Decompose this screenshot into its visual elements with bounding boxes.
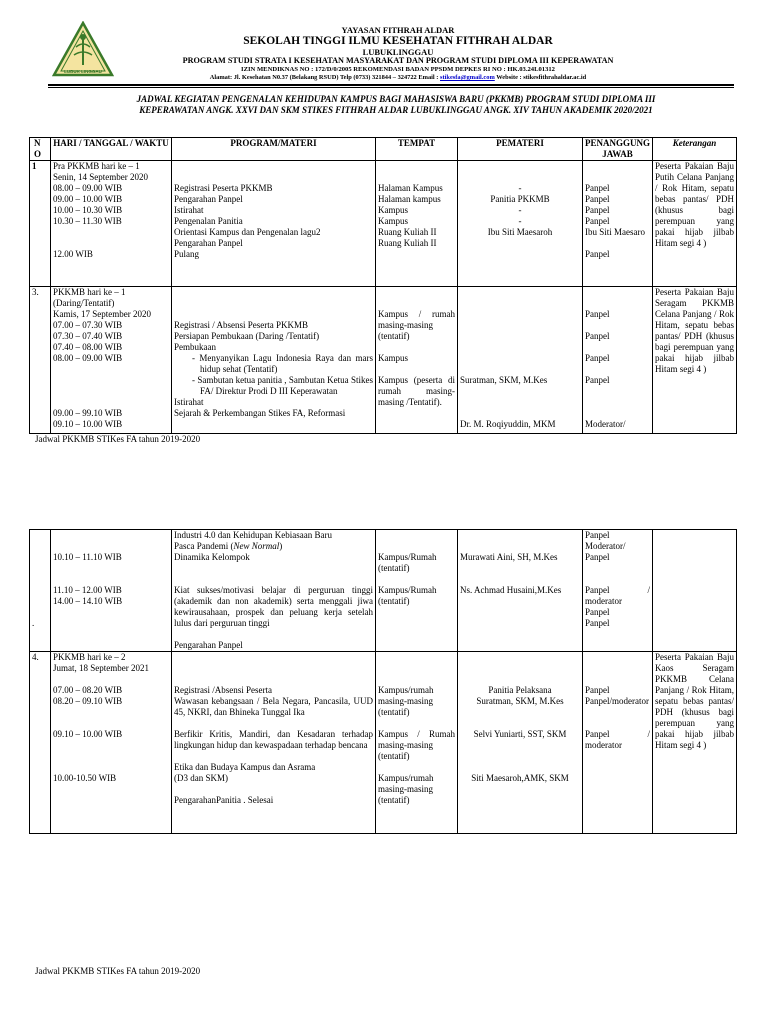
program-emphasis: New Normal — [233, 541, 280, 551]
day1-date: Senin, 14 September 2020 — [53, 172, 148, 182]
pic-item: Panpel — [585, 183, 610, 193]
table-header-row — [30, 138, 737, 161]
pic-item: Ibu Siti Maesaro — [585, 227, 645, 237]
bullet-text: Sambutan ketua panitia , Sambutan Ketua Stikes FA/ Direktur Prodi D III Keperawatan — [197, 375, 373, 396]
program-item: Dinamika Kelompok — [174, 552, 250, 562]
day3-speaker-cell — [458, 287, 583, 434]
stray-dot: . — [32, 618, 35, 628]
day4-dress-code: Peserta Pakaian Baju Kaos Seragam PKKMB Celana Panjang / Rok Hitam, sepatu bebas pantas/ PDH (khusus bagi perempuan yang pakai hijab jilbab Hitam segi 4 ) — [653, 652, 737, 834]
program-item — [174, 541, 373, 552]
program-item: (D3 dan SKM) — [174, 773, 228, 783]
cont-place-cell — [376, 530, 458, 652]
pic-item: Panpel — [585, 309, 610, 319]
pic-item: Panpel — [585, 607, 610, 617]
program-item: Kiat sukses/motivasi belajar di perguruan tinggi (akademik dan non akademik) serta menggali jiwa kewirausahaan, prospek dan peluang kerja setelah lulus dari perguruan tinggi — [174, 585, 373, 628]
day3-title: PKKMB hari ke – 1 — [53, 287, 126, 297]
time-slot: 12.00 WIB — [53, 249, 93, 259]
time-slot: 10.10 – 11.10 WIB — [53, 552, 122, 562]
program-item: Etika dan Budaya Kampus dan Asrama — [174, 762, 316, 772]
col-notes-header: Keterangan — [653, 138, 737, 161]
program-item: Pengenalan Panitia — [174, 216, 243, 226]
school-name: SEKOLAH TINGGI ILMU KESEHATAN FITHRAH ALDAR — [243, 35, 553, 47]
col-day-header: HARI / TANGGAL / WAKTU — [51, 138, 172, 161]
time-slot: 07.00 – 08.20 WIB — [53, 685, 123, 695]
study-programs: PROGRAM STUDI STRATA I KESEHATAN MASYARAKAT DAN PROGRAM STUDI DIPLOMA III KEPERAWATAN — [182, 56, 614, 65]
foundation-name: YAYASAN FITHRAH ALDAR — [341, 25, 455, 35]
time-slot: 09.10 – 10.00 WIB — [53, 729, 123, 739]
program-item: Pengarahan Panpel — [174, 640, 243, 650]
day3-time-cell — [51, 287, 172, 434]
day4-program-cell — [172, 652, 376, 834]
time-slot: 10.00-10.50 WIB — [53, 773, 117, 783]
day4-speaker-cell — [458, 652, 583, 834]
day3-place-cell — [376, 287, 458, 434]
program-item: Pengarahan Panpel — [174, 238, 243, 248]
day4-pic-cell — [583, 652, 653, 834]
place-item: Kampus/rumah masing-masing (tentatif) — [378, 773, 434, 805]
time-slot: 07.00 – 07.30 WIB — [53, 320, 123, 330]
pic-item: Moderator/ — [585, 419, 626, 429]
row-number: 1 — [30, 161, 51, 287]
place-item: Kampus — [378, 216, 408, 226]
day1-dress-code: Peserta Pakaian Baju Putih Celana Panjang / Rok Hitam, sepatu bebas pantas/ PDH (khusus bagi perempuan yang pakai hijab jilbab Hitam segi 4 ) — [653, 161, 737, 287]
cont-pic-cell — [583, 530, 653, 652]
time-slot: 07.30 – 07.40 WIB — [53, 331, 123, 341]
pic-item: moderator — [585, 740, 622, 750]
place-item: Kampus / Rumah masing-masing (tentatif) — [378, 729, 455, 761]
schedule-table-page1 — [29, 137, 737, 434]
time-slot: 09.00 – 99.10 WIB — [53, 408, 123, 418]
permit-line: IZIN MENDIKNAS NO : 172/D/0/2005 REKOMENDASI BADAN PPSDM DEPKES RI NO : HK.03.24L01312 — [241, 66, 555, 73]
speaker-item: Ns. Achmad Husaini,M.Kes — [460, 585, 562, 595]
pic-item: Panpel — [585, 375, 610, 385]
program-item: Registrasi Peserta PKKMB — [174, 183, 273, 193]
day3-date: Kamis, 17 September 2020 — [53, 309, 151, 319]
program-text: ) — [279, 541, 283, 551]
program-item: Pengarahan Panpel — [174, 194, 243, 204]
day4-place-cell — [376, 652, 458, 834]
page-footer: Jadwal PKKMB STIKes FA tahun 2019-2020 — [35, 434, 201, 444]
time-slot: 08.00 – 09.00 WIB — [53, 183, 123, 193]
col-pic-header: PENANGGUNG JAWAB — [583, 138, 653, 161]
pic-item: Moderator/ — [585, 541, 626, 551]
pic-text: / — [647, 585, 650, 595]
day4-title: PKKMB hari ke – 2 — [53, 652, 126, 662]
time-slot: 14.00 – 14.10 WIB — [53, 596, 123, 606]
program-item: Pulang — [174, 249, 200, 259]
day1-speaker-cell — [458, 161, 583, 287]
pic-item: Panpel — [585, 331, 610, 341]
program-item: Industri 4.0 dan Kehidupan Kebiasaan Baru — [174, 530, 332, 540]
place-item: Kampus/Rumah (tentatif) — [378, 585, 437, 606]
program-item: Orientasi Kampus dan Pengenalan lagu2 — [174, 227, 321, 237]
pic-text: Panpel — [585, 585, 610, 595]
pic-item: Panpel/moderator — [585, 696, 649, 706]
program-item: Wawasan kebangsaan / Bela Negara, Pancasila, UUD 45, NKRI, dan Bhineka Tunggal Ika — [174, 696, 373, 717]
time-slot: 08.00 – 09.00 WIB — [53, 353, 123, 363]
day1-program-cell — [172, 161, 376, 287]
header-rule-thin — [48, 87, 734, 88]
program-item: Istirahat — [174, 205, 204, 215]
pic-item — [585, 729, 650, 740]
program-item: Pembukaan — [174, 342, 216, 352]
pic-item: Panpel — [585, 249, 610, 259]
time-slot: 08.20 – 09.10 WIB — [53, 696, 123, 706]
col-no-header: N O — [30, 138, 51, 161]
pic-item: Panpel — [585, 205, 610, 215]
speaker-item: Selvi Yuniarti, SST, SKM — [473, 729, 567, 739]
program-item: Berfikir Kritis, Mandiri, dan Kesadaran terhadap lingkungan hidup dan kewaspadaan terhadap bencana — [174, 729, 373, 750]
day3-subtitle: (Daring/Tentatif) — [53, 298, 115, 308]
day4-time-cell — [51, 652, 172, 834]
place-item: Halaman kampus — [378, 194, 441, 204]
place-item: Kampus / rumah masing-masing (tentatif) — [378, 309, 455, 341]
time-slot: 07.40 – 08.00 WIB — [53, 342, 123, 352]
speaker-item: Ibu Siti Maesaroh — [487, 227, 553, 237]
table-row-day1 — [30, 161, 737, 287]
day1-place-cell — [376, 161, 458, 287]
time-slot: 09.10 – 10.00 WIB — [53, 419, 123, 429]
cont-notes-cell — [653, 530, 737, 652]
program-item: Persiapan Pembukaan (Daring /Tentatif) — [174, 331, 320, 341]
bullet-anthem: - Menyanyikan Lagu Indonesia Raya dan mars hidup sehat (Tentatif) — [192, 353, 373, 374]
logo-text: LUBUK LINGGAU — [64, 69, 102, 74]
place-item: Ruang Kuliah II — [378, 227, 437, 237]
place-item: Kampus/Rumah (tentatif) — [378, 552, 437, 573]
table-row-day4 — [30, 652, 737, 834]
speaker-item: Dr. M. Roqiyuddin, MKM — [460, 419, 556, 429]
col-speaker-header: PEMATERI — [458, 138, 583, 161]
address-suffix: Website : stikesfithrahaldar.ac.id — [494, 74, 587, 81]
time-slot: 10.00 – 10.30 WIB — [53, 205, 123, 215]
document-title-line2: KEPERAWATAN ANGK. XXVI DAN SKM STIKES FITHRAH ALDAR LUBUKLINGGAU ANGK. XIV TAHUN AKADEMIK 2020/2021 — [139, 105, 653, 115]
day1-time-cell — [51, 161, 172, 287]
day3-dress-code: Peserta Pakaian Baju Seragam PKKMB Celana Panjang / Rok Hitam, sepatu bebas pantas/ PDH (khusus bagi perempuan yang pakai hijab jilbab Hitam segi 4 ) — [653, 287, 737, 434]
pic-text: Panpel — [585, 729, 610, 739]
pic-item: Panpel — [585, 685, 610, 695]
city-name: LUBUKLINGGAU — [362, 47, 434, 57]
day4-date: Jumat, 18 September 2021 — [53, 663, 149, 673]
pic-item: Panpel — [585, 552, 610, 562]
row-number — [30, 530, 51, 652]
program-item: Registrasi / Absensi Peserta PKKMB — [174, 320, 308, 330]
cont-program-cell — [172, 530, 376, 652]
program-item: PengarahanPanitia . Selesai — [174, 795, 274, 805]
place-item: Halaman Kampus — [378, 183, 443, 193]
speaker-item: Panitia PKKMB — [490, 194, 550, 204]
schedule-table-page2 — [29, 529, 737, 834]
time-slot: 09.00 – 10.00 WIB — [53, 194, 123, 204]
pic-item: Panpel — [585, 216, 610, 226]
table-row-day3 — [30, 287, 737, 434]
table-row-day3-continued — [30, 530, 737, 652]
pic-item: Panpel — [585, 353, 610, 363]
row-number: 3. — [30, 287, 51, 434]
day1-pic-cell — [583, 161, 653, 287]
address-prefix: Alamat: Jl. Kesehatan N0.37 (Belakang RSUD) Telp (0733) 321844 – 324722 Email : — [209, 74, 441, 81]
speaker-item: Suratman, SKM, M.Kes — [460, 375, 548, 385]
email-link[interactable]: stikesfa@gmail.com — [440, 74, 495, 81]
bullet-speeches: - Sambutan ketua panitia , Sambutan Ketua Stikes FA/ Direktur Prodi D III Keperawatan — [192, 375, 373, 396]
row-number: 4. — [30, 652, 51, 834]
program-item: Registrasi /Absensi Peserta — [174, 685, 272, 695]
cont-time-cell — [51, 530, 172, 652]
col-program-header: PROGRAM/MATERI — [172, 138, 376, 161]
document-title-line1: JADWAL KEGIATAN PENGENALAN KEHIDUPAN KAMPUS BAGI MAHASISWA BARU (PKKMB) PROGRAM STUDI DIPLOMA III — [136, 94, 656, 104]
cont-speaker-cell — [458, 530, 583, 652]
speaker-item: Panitia Pelaksana — [488, 685, 552, 695]
address-line — [14, 74, 768, 81]
speaker-item: - — [518, 216, 522, 226]
pic-text: / — [647, 729, 650, 739]
col-place-header: TEMPAT — [376, 138, 458, 161]
place-item: Kampus/rumah masing-masing (tentatif) — [378, 685, 434, 717]
page-footer: Jadwal PKKMB STIKes FA tahun 2019-2020 — [35, 966, 201, 976]
program-item: Sejarah & Perkembangan Stikes FA, Reformasi — [174, 408, 346, 418]
place-item: Kampus — [378, 353, 408, 363]
place-item: Kampus — [378, 205, 408, 215]
program-text: Pasca Pandemi ( — [174, 541, 234, 551]
pic-item: Panpel — [585, 618, 610, 628]
speaker-item: Siti Maesaroh,AMK, SKM — [471, 773, 569, 783]
day3-program-cell — [172, 287, 376, 434]
header-rule-thick — [48, 84, 734, 86]
time-slot: 10.30 – 11.30 WIB — [53, 216, 122, 226]
speaker-item: Suratman, SKM, M.Kes — [476, 696, 564, 706]
speaker-item: - — [518, 205, 522, 215]
time-slot: 11.10 – 12.00 WIB — [53, 585, 122, 595]
speaker-item: - — [518, 183, 522, 193]
place-item: Ruang Kuliah II — [378, 238, 437, 248]
speaker-item: Murawati Aini, SH, M.Kes — [460, 552, 558, 562]
pic-item: Panpel — [585, 530, 610, 540]
pic-item: moderator — [585, 596, 622, 606]
program-item: Istirahat — [174, 397, 204, 407]
day3-pic-cell — [583, 287, 653, 434]
pic-item: Panpel — [585, 194, 610, 204]
pic-item — [585, 585, 650, 596]
place-item: Kampus (peserta di rumah masing-masing /Tentatif). — [378, 375, 455, 407]
bullet-text: Menyanyikan Lagu Indonesia Raya dan mars hidup sehat (Tentatif) — [199, 353, 373, 374]
day1-title: Pra PKKMB hari ke – 1 — [53, 161, 140, 171]
